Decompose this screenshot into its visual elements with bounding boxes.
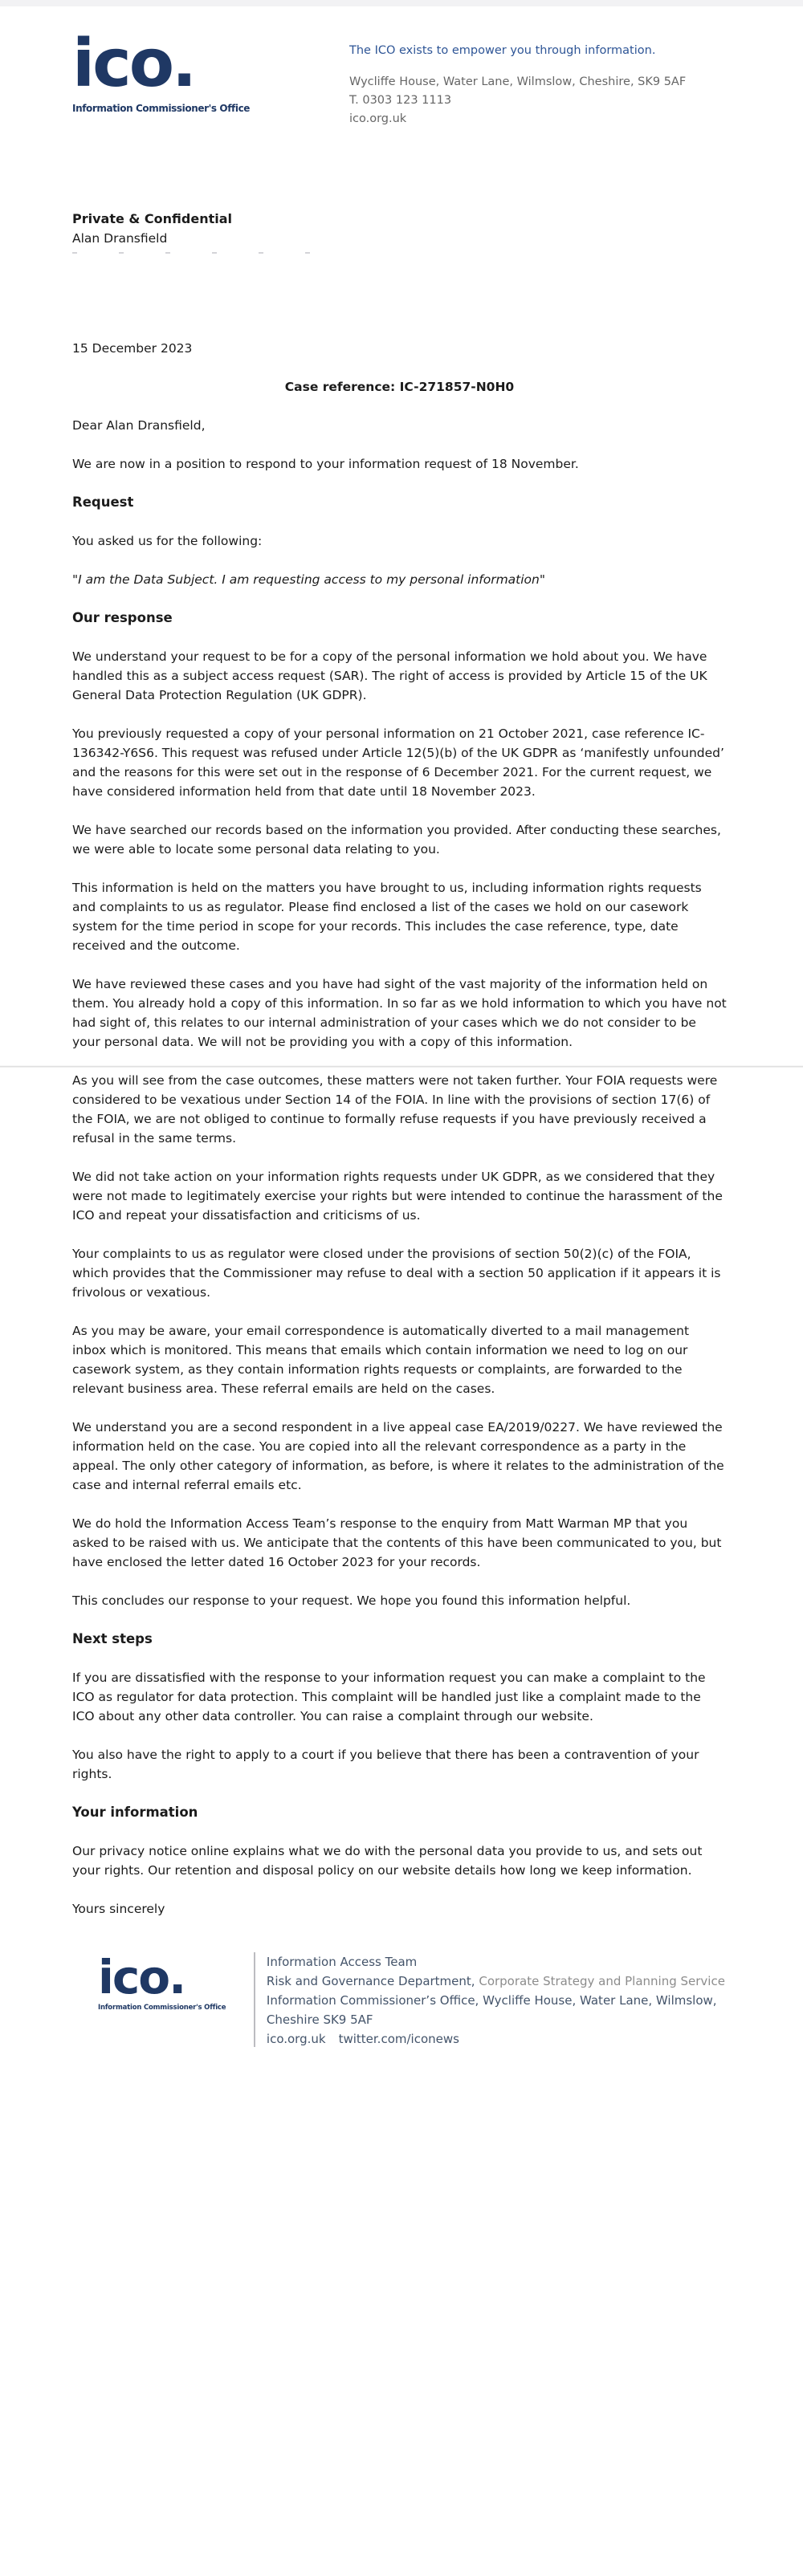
mission-statement: The ICO exists to empower you through information.	[349, 44, 656, 57]
response-paragraph: We have reviewed these cases and you have had sight of the vast majority of the information held on them. You already hold a copy of this information. In so far as we hold information to which you have not had sight of, this relates to our internal administration of your cases which we do not consider to be your personal data. We will not be providing you with a copy of this information.	[72, 977, 727, 1049]
page-top-edge	[0, 0, 803, 6]
privacy-paragraph: Our privacy notice online explains what we do with the personal data you provide to us, and sets out your rights. Our retention and disposal policy on our website details how long we keep information.	[72, 1844, 703, 1878]
signature-logo-wordmark: ico.	[98, 1950, 185, 2004]
salutation: Dear Alan Dransfield,	[72, 418, 206, 433]
next-steps-paragraph: You also have the right to apply to a court if you believe that there has been a contravention of your rights.	[72, 1748, 699, 1781]
letterhead-website: ico.org.uk	[349, 112, 407, 125]
response-paragraph: We have searched our records based on the information you provided. After conducting these searches, we were able to locate some personal data relating to you.	[72, 823, 721, 857]
letter-date: 15 December 2023	[72, 341, 193, 356]
response-paragraph: We do hold the Information Access Team’s response to the enquiry from Matt Warman MP that you asked to be raised with us. We anticipate that the contents of this have been communicated to you, but have enclosed the letter dated 16 October 2023 for your records.	[72, 1516, 722, 1569]
recipient-name: Alan Dransfield	[72, 231, 168, 246]
ico-logo	[72, 26, 251, 114]
case-reference: Case reference: IC-271857-N0H0	[284, 380, 515, 394]
signature-block	[98, 1951, 727, 2049]
signature-department-primary: Risk and Governance Department,	[266, 1974, 475, 1988]
ico-logo-tagline: Information Commissioner's Office	[72, 103, 251, 114]
signature-twitter: twitter.com/iconews	[338, 2032, 459, 2046]
signature-team: Information Access Team	[266, 1955, 418, 1969]
response-paragraph: As you will see from the case outcomes, these matters were not taken further. Your FOIA requests were considered to be vexatious under Section 14 of the FOIA. In line with the provisions of section 17(6) of the FOIA, we are not obliged to continue to formally refuse requests if you have previously received a refusal in the same terms.	[72, 1073, 718, 1146]
signature-website: ico.org.uk	[266, 2032, 326, 2046]
signature-department-secondary: Corporate Strategy and Planning Service	[479, 1974, 725, 1988]
signature-address: Information Commissioner’s Office, Wycliffe House, Water Lane, Wilmslow, Cheshire SK9 5AF	[266, 1993, 717, 2027]
response-paragraph: Your complaints to us as regulator were closed under the provisions of section 50(2)(c) of the FOIA, which provides that the Commissioner may refuse to deal with a section 50 application if it appears it is frivolous or vexatious.	[72, 1247, 721, 1300]
signature-department	[267, 1972, 727, 1991]
letter-body	[72, 339, 727, 2049]
signature-divider	[254, 1952, 255, 2047]
signature-details	[267, 1951, 727, 2049]
next-steps-paragraph: If you are dissatisfied with the response to your information request you can make a complaint to the ICO as regulator for data protection. This complaint will be handled just like a complaint made to the ICO about any other data controller. You can raise a complaint through our website.	[72, 1671, 706, 1723]
ico-logo-wordmark: ico.	[72, 26, 195, 102]
signature-ico-logo	[98, 1950, 226, 2049]
signature-links	[267, 2029, 727, 2049]
confidential-label: Private & Confidential	[72, 211, 233, 226]
request-quote: "I am the Data Subject. I am requesting access to my personal information"	[72, 572, 545, 587]
intro-paragraph: We are now in a position to respond to your information request of 18 November.	[72, 457, 579, 471]
your-information-heading: Your information	[72, 1805, 198, 1820]
letterhead-phone: T. 0303 123 1113	[349, 94, 452, 107]
letterhead-address: Wycliffe House, Water Lane, Wilmslow, Cheshire, SK9 5AF	[349, 75, 687, 88]
next-steps-heading: Next steps	[72, 1631, 153, 1646]
closing: Yours sincerely	[72, 1902, 165, 1916]
response-paragraph: You previously requested a copy of your personal information on 21 October 2021, case reference IC-136342-Y6S6. This request was refused under Article 12(5)(b) of the UK GDPR as ‘manifestly unfounded’ and the reasons for this were set out in the response of 6 December 2021. For the current request, we have considered information held from that date until 18 November 2023.	[72, 726, 724, 799]
letterhead-contact	[349, 42, 727, 128]
response-paragraph: We understand you are a second respondent in a live appeal case EA/2019/0227. We have reviewed the information held on the case. You are copied into all the relevant correspondence as a party in the appeal. The only other category of information, as before, is where it relates to the administration of the case and internal referral emails etc.	[72, 1420, 724, 1492]
redacted-address-line	[72, 252, 337, 254]
response-paragraph: This concludes our response to your request. We hope you found this information helpful.	[72, 1593, 631, 1608]
page-stitch-seam	[0, 1065, 803, 1068]
request-intro: You asked us for the following:	[72, 534, 263, 548]
response-paragraph: This information is held on the matters you have brought to us, including information rights requests and complaints to us as regulator. Please find enclosed a list of the cases we hold on our casework system for the time period in scope for your records. This includes the case reference, type, date received and the outcome.	[72, 881, 702, 953]
response-paragraph: As you may be aware, your email correspondence is automatically diverted to a mail management inbox which is monitored. This means that emails which contain information we need to log on our casework system, as they contain information rights requests or complaints, are forwarded to the relevant business area. These referral emails are held on the cases.	[72, 1324, 690, 1396]
letterhead	[72, 26, 727, 128]
signature-logo-tagline: Information Commissioner's Office	[98, 2004, 226, 2012]
response-heading: Our response	[72, 610, 173, 625]
response-paragraph: We understand your request to be for a copy of the personal information we hold about you. We have handled this as a subject access request (SAR). The right of access is provided by Article 15 of the UK General Data Protection Regulation (UK GDPR).	[72, 649, 707, 702]
request-heading: Request	[72, 494, 134, 510]
response-paragraph: We did not take action on your information rights requests under UK GDPR, as we considered that they were not made to legitimately exercise your rights but were intended to continue the harassment of the ICO and repeat your dissatisfaction and criticisms of us.	[72, 1170, 723, 1223]
recipient-block	[72, 209, 727, 254]
